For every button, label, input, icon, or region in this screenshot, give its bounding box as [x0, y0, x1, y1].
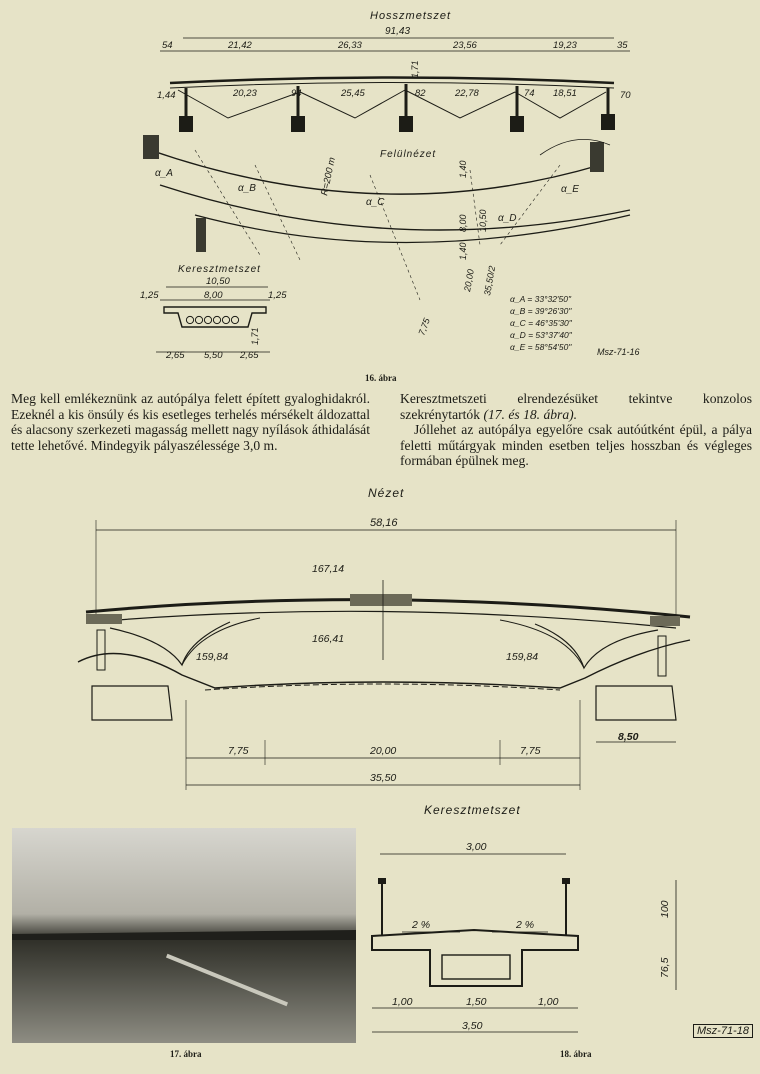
fig16-plan-dim-0: 1,40 [458, 160, 468, 178]
fig16-top-dim-3: 23,56 [453, 40, 477, 51]
fig16-angle-0: α_A = 33°32'50" [510, 294, 572, 304]
fig16-top-dim-0: 54 [162, 40, 173, 51]
fig16-top-dim-4: 19,23 [553, 40, 577, 51]
fig18-overall: 3,50 [462, 1020, 483, 1032]
text-right-p2: Jóllehet az autópálya egyelőre csak autóútként épül, a pálya feletti műtárgyak minden esetben teljes hosszban és végleges formában épülnek meg. [400, 422, 752, 468]
fig16-angle-label-b: α_B [238, 183, 256, 194]
fig16-lower-dim-1: 20,23 [233, 88, 257, 99]
fig16-angle-label-a: α_A [155, 168, 173, 179]
view-span-0: 7,75 [228, 745, 249, 757]
fig16-lower-dim-5: 22,78 [455, 88, 479, 99]
fig16-top-dim-2: 26,33 [338, 40, 362, 51]
fig18-rail-height: 100 [659, 900, 671, 918]
fig16-lower-dim-3: 25,45 [341, 88, 365, 99]
fig16-plan-dim-4: 20,00 [462, 268, 476, 293]
view-soffit: 166,41 [312, 633, 345, 645]
fig16-height-dim: 1,71 [410, 60, 420, 78]
fig16-plan-dim-6: 7,75 [416, 316, 432, 337]
fig18-bottom-dim-2: 1,00 [538, 996, 559, 1008]
fig16-lower-dim-7: 18,51 [553, 88, 577, 99]
fig16-cross-dim-6: 2,65 [240, 350, 259, 361]
fig16-caption: 16. ábra [365, 373, 397, 383]
fig16-lower-dim-6: 74 [524, 88, 535, 99]
fig16-cross-dim-2: 8,00 [204, 290, 223, 301]
fig16-lower-dim-4: 82 [415, 88, 426, 99]
fig16-angle-label-d: α_D [498, 213, 517, 224]
fig16-top-dim-5: 35 [617, 40, 628, 51]
fig18-deck-width: 3,00 [466, 841, 487, 853]
fig16-angle-label-e: α_E [561, 184, 579, 195]
fig16-radius: R=200 m [319, 156, 339, 197]
fig16-angle-1: α_B = 39°26'30" [510, 306, 572, 316]
view-ground-left: 159,84 [196, 651, 229, 663]
text-left-column: Meg kell emlékeznünk az autópálya felett épített gyaloghidakról. Ezeknél a kis önsúly és kis esetleges terhelés mérsékelt áldozattal és alacsony szerkezeti magasság mellett nagy nyílások áthidalását tette lehetővé. Mindegyik pályaszélessége 3,0 m. [11, 391, 370, 453]
view-span-1: 20,00 [370, 745, 397, 757]
fig16-cross-title: Keresztmetszet [178, 264, 261, 275]
fig16-cross-dim-3: 1,25 [268, 290, 287, 301]
fig18-caption: 18. ábra [560, 1049, 592, 1059]
fig16-angle-label-c: α_C [366, 197, 385, 208]
fig18-bottom-dim-1: 1,50 [466, 996, 487, 1008]
fig18-depth: 76,5 [659, 957, 671, 978]
view-ground-right: 159,84 [506, 651, 539, 663]
fig18-bottom-dim-0: 1,00 [392, 996, 413, 1008]
fig16-ref: Msz-71-16 [597, 347, 640, 357]
view-overall: 35,50 [370, 772, 397, 784]
fig16-angle-2: α_C = 46°35'30" [510, 318, 572, 328]
fig16-plan-dim-1: 8,00 [458, 214, 468, 232]
view-span-2: 7,75 [520, 745, 541, 757]
fig16-top-dim-1: 21,42 [228, 40, 252, 51]
view-crown: 167,14 [312, 563, 345, 575]
view-title: Nézet [368, 486, 405, 500]
text-right-p1: Keresztmetszeti elrendezésüket tekintve konzolos szekrénytartók [400, 391, 752, 422]
fig16-long-title: Hosszmetszet [370, 10, 452, 22]
fig16-plan-title: Felülnézet [380, 149, 437, 160]
fig16-plan-dim-2: 10,50 [478, 209, 488, 232]
view-total: 58,16 [370, 517, 398, 529]
fig16-cross-dim-0: 10,50 [206, 276, 230, 287]
text-right-p1-ref: (17. és 18. ábra). [483, 406, 578, 422]
fig16-angle-3: α_D = 53°37'40" [510, 330, 572, 340]
fig16-total-span: 91,43 [385, 26, 411, 37]
fig17-caption: 17. ábra [170, 1049, 202, 1059]
fig16-cross-dim-4: 2,65 [166, 350, 185, 361]
fig16-cross-dim-5: 5,50 [204, 350, 223, 361]
fig16-lower-dim-8: 70 [620, 90, 631, 101]
fig16-plan-dim-5: 35,50/2 [482, 265, 498, 297]
fig18-ref: Msz-71-18 [693, 1024, 753, 1038]
fig16-lower-dim-2: 94 [291, 88, 302, 99]
fig16-cross-dim-7: 1,71 [250, 327, 260, 345]
fig16-angle-4: α_E = 58°54'50" [510, 342, 572, 352]
fig18-slope-right: 2 % [516, 919, 535, 931]
view-abutment-right: 8,50 [618, 731, 639, 743]
fig16-lower-dim-0: 1,44 [157, 90, 176, 101]
fig18-slope-left: 2 % [412, 919, 431, 931]
fig18-title: Keresztmetszet [424, 803, 521, 817]
fig16-cross-dim-1: 1,25 [140, 290, 159, 301]
fig16-plan-dim-3: 1,40 [458, 242, 468, 260]
